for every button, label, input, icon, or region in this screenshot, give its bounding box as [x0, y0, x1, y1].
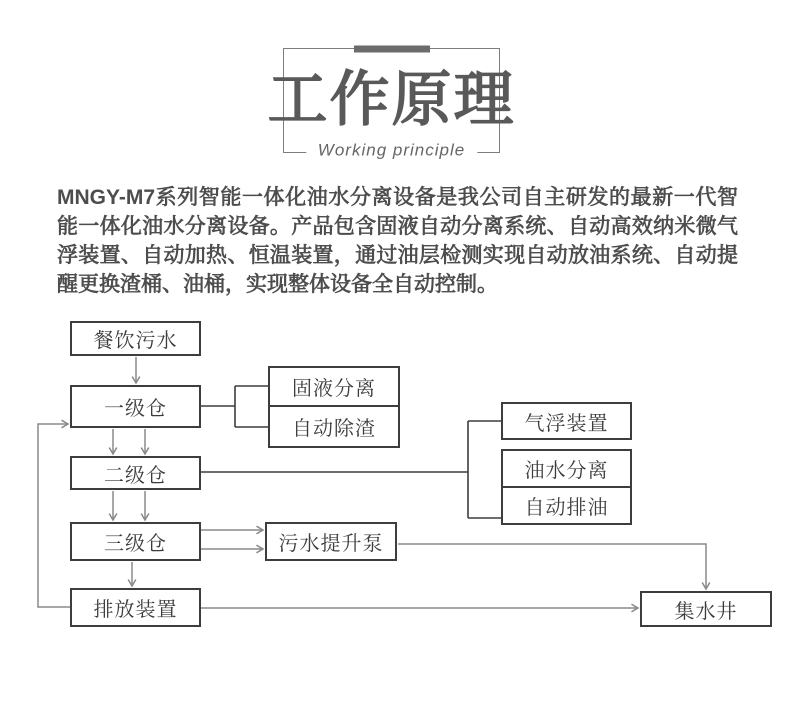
flow-node-solid-liquid-separation: 固液分离: [268, 366, 400, 407]
flow-node-sewage-lift-pump: 污水提升泵: [265, 522, 397, 561]
page-subtitle: Working principle: [306, 142, 477, 161]
flow-node-auto-slag-removal: 自动除渣: [268, 405, 400, 448]
flow-node-water-collection-well: 集水井: [640, 591, 772, 627]
page-title: 工作原理: [267, 65, 516, 133]
flow-node-air-flotation: 气浮装置: [501, 402, 632, 440]
intro-paragraph: MNGY-M7系列智能一体化油水分离设备是我公司自主研发的最新一代智能一体化油水分离设备。产品包含固液自动分离系统、自动高效纳米微气浮装置、自动加热、恒温装置，通过油层检测实现自动放油系统、自动提醒更换渣桶、油桶，实现整体设备全自动控制。: [57, 186, 738, 296]
flow-node-catering-sewage: 餐饮污水: [70, 321, 201, 356]
flow-node-auto-oil-discharge: 自动排油: [501, 486, 632, 525]
flow-node-stage2-tank: 二级仓: [70, 456, 201, 490]
flow-node-discharge-device: 排放装置: [70, 588, 201, 627]
flow-node-stage1-tank: 一级仓: [70, 385, 201, 428]
flow-node-stage3-tank: 三级仓: [70, 522, 201, 561]
flow-node-oil-water-separation: 油水分离: [501, 449, 632, 488]
